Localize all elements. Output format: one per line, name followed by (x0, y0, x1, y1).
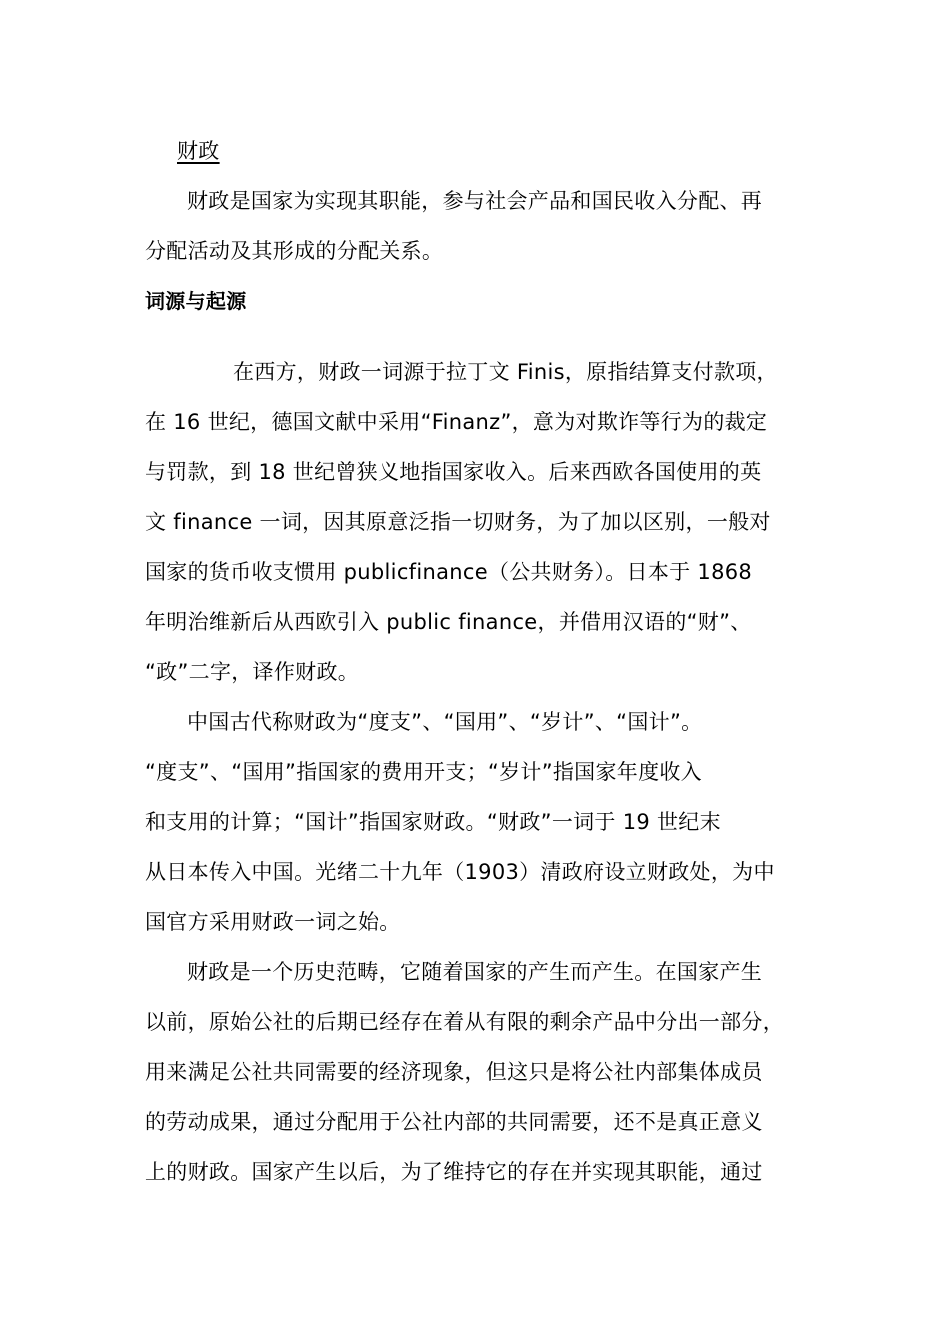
title-link[interactable]: 财政 (177, 139, 220, 163)
paragraph-line: 以前，原始公社的后期已经存在着从有限的剩余产品中分出一部分， (145, 1010, 784, 1034)
paragraph-line: 文 finance 一词，因其原意泛指一切财务，为了加以区别，一般对 (145, 510, 771, 534)
paragraph-line: 财政是一个历史范畴，它随着国家的产生而产生。在国家产生 (187, 960, 763, 984)
paragraph-line: 和支用的计算；“国计”指国家财政。“财政”一词于 19 世纪末 (145, 810, 721, 834)
definition-line: 财政是国家为实现其职能，参与社会产品和国民收入分配、再 (187, 189, 763, 213)
paragraph-line: 中国古代称财政为“度支”、“国用”、“岁计”、“国计”。 (187, 710, 703, 734)
paragraph-line: 在 16 世纪，德国文献中采用“Finanz”，意为对欺诈等行为的裁定 (145, 410, 768, 434)
paragraph-line: 从日本传入中国。光绪二十九年（1903）清政府设立财政处，为中 (145, 860, 775, 884)
section-heading: 词源与起源 (145, 289, 247, 313)
paragraph-line: 国家的货币收支惯用 publicfinance（公共财务）。日本于 1868 (145, 560, 753, 584)
paragraph-line: “度支”、“国用”指国家的费用开支；“岁计”指国家年度收入 (145, 760, 702, 784)
paragraph-line: 上的财政。国家产生以后，为了维持它的存在并实现其职能，通过 (145, 1160, 763, 1184)
paragraph-line: 与罚款，到 18 世纪曾狭义地指国家收入。后来西欧各国使用的英 (145, 460, 762, 484)
definition-line: 分配活动及其形成的分配关系。 (145, 239, 444, 263)
paragraph-line: 用来满足公社共同需要的经济现象，但这只是将公社内部集体成员 (145, 1060, 763, 1084)
paragraph-line: 的劳动成果，通过分配用于公社内部的共同需要，还不是真正意义 (145, 1110, 763, 1134)
paragraph-line: 年明治维新后从西欧引入 public finance，并借用汉语的“财”、 (145, 610, 752, 634)
paragraph-line: “政”二字，译作财政。 (145, 660, 360, 684)
paragraph-line: 国官方采用财政一词之始。 (145, 910, 401, 934)
paragraph-line: 在西方，财政一词源于拉丁文 Finis，原指结算支付款项， (233, 360, 778, 384)
